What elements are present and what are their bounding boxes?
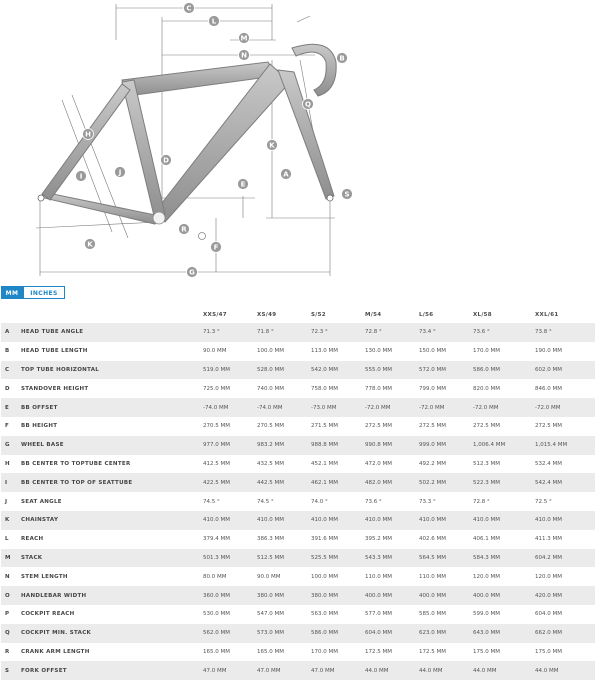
row-label: FORK OFFSET: [21, 661, 203, 680]
row-key: H: [1, 455, 21, 474]
header-size: XXL/61: [535, 312, 559, 318]
table-cell: 120.0 MM: [535, 567, 595, 586]
table-row: [1, 605, 595, 624]
svg-text:M: M: [240, 34, 248, 43]
table-cell: -72.0 MM: [365, 398, 419, 417]
svg-text:E: E: [240, 180, 246, 189]
svg-text:G: G: [189, 268, 195, 277]
table-cell: 72.8 °: [365, 323, 419, 342]
row-key: P: [1, 605, 21, 624]
table-cell: 74.0 °: [311, 492, 365, 511]
header-size: L/56: [419, 312, 434, 318]
row-label: CHAINSTAY: [21, 511, 203, 530]
table-cell: -74.0 MM: [257, 398, 311, 417]
table-row: [1, 643, 595, 662]
table-cell: 100.0 MM: [257, 342, 311, 361]
svg-text:K: K: [87, 240, 93, 249]
table-row: [1, 492, 595, 511]
table-cell: 501.3 MM: [203, 549, 257, 568]
crank-pedal-icon: [199, 233, 206, 240]
table-cell: 422.5 MM: [203, 473, 257, 492]
header-label: [21, 307, 203, 323]
table-cell: 44.0 MM: [535, 661, 595, 680]
table-cell: 983.2 MM: [257, 436, 311, 455]
table-cell: 71.3 °: [203, 323, 257, 342]
svg-text:F: F: [213, 243, 219, 252]
table-cell: 586.0 MM: [311, 624, 365, 643]
table-cell: 72.8 °: [473, 492, 535, 511]
table-cell: 272.5 MM: [365, 417, 419, 436]
header-size: XL/58: [473, 312, 492, 318]
header-size: S/52: [311, 312, 326, 318]
table-cell: 100.0 MM: [311, 567, 365, 586]
row-key: K: [1, 511, 21, 530]
table-cell: 172.5 MM: [365, 643, 419, 662]
row-label: TOP TUBE HORIZONTAL: [21, 361, 203, 380]
table-cell: 1,015.4 MM: [535, 436, 595, 455]
table-cell: -72.0 MM: [473, 398, 535, 417]
table-cell: 47.0 MM: [257, 661, 311, 680]
svg-text:H: H: [85, 130, 91, 139]
table-cell: 172.5 MM: [419, 643, 473, 662]
row-label: STEM LENGTH: [21, 567, 203, 586]
table-cell: 522.3 MM: [473, 473, 535, 492]
table-cell: 80.0 MM: [203, 567, 257, 586]
marker-m: [267, 140, 278, 151]
table-cell: 170.0 MM: [311, 643, 365, 662]
marker-q: [303, 99, 314, 110]
table-cell: -72.0 MM: [535, 398, 595, 417]
table-cell: 990.8 MM: [365, 436, 419, 455]
table-cell: 73.6 °: [365, 492, 419, 511]
row-label: SEAT ANGLE: [21, 492, 203, 511]
table-cell: 604.0 MM: [535, 605, 595, 624]
row-key: N: [1, 567, 21, 586]
table-cell: 165.0 MM: [257, 643, 311, 662]
table-cell: 564.5 MM: [419, 549, 473, 568]
svg-text:L: L: [211, 17, 217, 26]
table-cell: 846.0 MM: [535, 379, 595, 398]
marker-e: [238, 179, 249, 190]
table-cell: 528.0 MM: [257, 361, 311, 380]
table-cell: 44.0 MM: [473, 661, 535, 680]
row-label: COCKPIT MIN. STACK: [21, 624, 203, 643]
marker-f: [211, 242, 222, 253]
bottom-bracket-icon: [153, 212, 165, 224]
table-cell: 73.3 °: [419, 492, 473, 511]
table-cell: 406.1 MM: [473, 530, 535, 549]
marker-c: [184, 3, 195, 14]
table-row: [1, 549, 595, 568]
row-key: E: [1, 398, 21, 417]
table-cell: 577.0 MM: [365, 605, 419, 624]
row-label: STACK: [21, 549, 203, 568]
table-cell: 130.0 MM: [365, 342, 419, 361]
table-cell: 584.3 MM: [473, 549, 535, 568]
table-cell: 562.0 MM: [203, 624, 257, 643]
row-key: R: [1, 643, 21, 662]
table-cell: 586.0 MM: [473, 361, 535, 380]
table-cell: 47.0 MM: [203, 661, 257, 680]
table-row: [1, 398, 595, 417]
table-cell: 110.0 MM: [365, 567, 419, 586]
svg-text:I: I: [79, 172, 83, 181]
table-cell: 799.0 MM: [419, 379, 473, 398]
row-label: REACH: [21, 530, 203, 549]
table-cell: 272.5 MM: [535, 417, 595, 436]
table-cell: 758.0 MM: [311, 379, 365, 398]
marker-s: [342, 189, 353, 200]
table-cell: 44.0 MM: [365, 661, 419, 680]
table-cell: 73.8 °: [535, 323, 595, 342]
table-row: [1, 473, 595, 492]
table-cell: 602.0 MM: [535, 361, 595, 380]
table-cell: 71.8 °: [257, 323, 311, 342]
table-row: [1, 586, 595, 605]
table-cell: 272.5 MM: [473, 417, 535, 436]
table-cell: 73.4 °: [419, 323, 473, 342]
row-key: M: [1, 549, 21, 568]
row-label: BB CENTER TO TOP OF SEATTUBE: [21, 473, 203, 492]
table-row: [1, 417, 595, 436]
marker-b: [337, 53, 348, 64]
row-label: BB HEIGHT: [21, 417, 203, 436]
table-cell: 572.0 MM: [419, 361, 473, 380]
row-key: O: [1, 586, 21, 605]
svg-text:Q: Q: [305, 100, 311, 109]
frame-geometry-diagram: [0, 0, 600, 285]
row-label: COCKPIT REACH: [21, 605, 203, 624]
svg-text:S: S: [344, 190, 350, 199]
table-cell: 110.0 MM: [419, 567, 473, 586]
table-cell: 113.0 MM: [311, 342, 365, 361]
table-cell: 379.4 MM: [203, 530, 257, 549]
svg-text:N: N: [241, 51, 247, 60]
table-cell: 547.0 MM: [257, 605, 311, 624]
table-cell: 604.0 MM: [365, 624, 419, 643]
table-header-row: [1, 307, 595, 323]
table-cell: 360.0 MM: [203, 586, 257, 605]
table-cell: 412.5 MM: [203, 455, 257, 474]
table-cell: 420.0 MM: [535, 586, 595, 605]
row-label: HANDLEBAR WIDTH: [21, 586, 203, 605]
svg-text:R: R: [181, 225, 187, 234]
table-cell: 988.8 MM: [311, 436, 365, 455]
marker-h: [83, 129, 94, 140]
table-cell: -72.0 MM: [419, 398, 473, 417]
row-key: S: [1, 661, 21, 680]
table-row: [1, 379, 595, 398]
table-row: [1, 361, 595, 380]
table-cell: 165.0 MM: [203, 643, 257, 662]
table-cell: 410.0 MM: [311, 511, 365, 530]
row-label: WHEEL BASE: [21, 436, 203, 455]
table-cell: 410.0 MM: [365, 511, 419, 530]
table-cell: 563.0 MM: [311, 605, 365, 624]
row-key: C: [1, 361, 21, 380]
row-key: L: [1, 530, 21, 549]
row-label: CRANK ARM LENGTH: [21, 643, 203, 662]
table-cell: 391.6 MM: [311, 530, 365, 549]
row-label: STANDOVER HEIGHT: [21, 379, 203, 398]
row-key: F: [1, 417, 21, 436]
table-cell: 492.2 MM: [419, 455, 473, 474]
table-cell: 462.1 MM: [311, 473, 365, 492]
table-cell: 977.0 MM: [203, 436, 257, 455]
svg-text:J: J: [118, 168, 122, 177]
table-cell: 999.0 MM: [419, 436, 473, 455]
table-cell: 525.5 MM: [311, 549, 365, 568]
row-key: G: [1, 436, 21, 455]
table-cell: 410.0 MM: [535, 511, 595, 530]
table-cell: 400.0 MM: [419, 586, 473, 605]
svg-text:K: K: [269, 141, 275, 150]
table-cell: 662.0 MM: [535, 624, 595, 643]
table-cell: 386.3 MM: [257, 530, 311, 549]
table-cell: 395.2 MM: [365, 530, 419, 549]
table-cell: 599.0 MM: [473, 605, 535, 624]
geometry-table: [1, 307, 595, 680]
table-cell: 411.3 MM: [535, 530, 595, 549]
header-size: XXS/47: [203, 312, 227, 318]
row-key: Q: [1, 624, 21, 643]
table-cell: 380.0 MM: [257, 586, 311, 605]
table-cell: 442.5 MM: [257, 473, 311, 492]
table-row: [1, 661, 595, 680]
table-cell: 1,006.4 MM: [473, 436, 535, 455]
table-cell: 175.0 MM: [473, 643, 535, 662]
table-cell: 585.0 MM: [419, 605, 473, 624]
table-cell: 740.0 MM: [257, 379, 311, 398]
table-cell: 432.5 MM: [257, 455, 311, 474]
marker-j: [115, 167, 126, 178]
marker-k: [85, 239, 96, 250]
table-cell: 623.0 MM: [419, 624, 473, 643]
table-cell: 532.4 MM: [535, 455, 595, 474]
unit-toggle: [1, 286, 65, 299]
table-cell: 519.0 MM: [203, 361, 257, 380]
marker-a: [281, 169, 292, 180]
svg-text:C: C: [186, 4, 192, 13]
table-cell: 472.0 MM: [365, 455, 419, 474]
table-cell: 410.0 MM: [473, 511, 535, 530]
row-label: BB CENTER TO TOPTUBE CENTER: [21, 455, 203, 474]
table-cell: -74.0 MM: [203, 398, 257, 417]
table-cell: 90.0 MM: [257, 567, 311, 586]
marker-g: [187, 267, 198, 278]
table-row: [1, 624, 595, 643]
table-cell: 542.4 MM: [535, 473, 595, 492]
table-cell: 72.3 °: [311, 323, 365, 342]
mm-unit-button[interactable]: MM: [1, 286, 23, 299]
row-label: HEAD TUBE LENGTH: [21, 342, 203, 361]
header-key: [1, 307, 21, 323]
table-cell: 120.0 MM: [473, 567, 535, 586]
table-cell: 482.0 MM: [365, 473, 419, 492]
table-cell: 190.0 MM: [535, 342, 595, 361]
marker-r: [179, 224, 190, 235]
table-cell: 512.3 MM: [473, 455, 535, 474]
row-key: D: [1, 379, 21, 398]
table-cell: 502.2 MM: [419, 473, 473, 492]
table-cell: 512.5 MM: [257, 549, 311, 568]
table-cell: 820.0 MM: [473, 379, 535, 398]
table-cell: 543.3 MM: [365, 549, 419, 568]
header-size: M/54: [365, 312, 382, 318]
table-cell: 150.0 MM: [419, 342, 473, 361]
table-row: [1, 567, 595, 586]
table-cell: 452.1 MM: [311, 455, 365, 474]
table-cell: 74.5 °: [203, 492, 257, 511]
table-cell: 410.0 MM: [419, 511, 473, 530]
svg-text:A: A: [283, 170, 289, 179]
table-cell: 47.0 MM: [311, 661, 365, 680]
row-key: I: [1, 473, 21, 492]
row-key: J: [1, 492, 21, 511]
row-label: HEAD TUBE ANGLE: [21, 323, 203, 342]
table-cell: 778.0 MM: [365, 379, 419, 398]
table-cell: 402.6 MM: [419, 530, 473, 549]
table-cell: 72.5 °: [535, 492, 595, 511]
table-cell: 400.0 MM: [365, 586, 419, 605]
table-row: [1, 455, 595, 474]
table-row: [1, 323, 595, 342]
table-cell: 604.2 MM: [535, 549, 595, 568]
row-label: BB OFFSET: [21, 398, 203, 417]
table-cell: 542.0 MM: [311, 361, 365, 380]
row-key: B: [1, 342, 21, 361]
row-key: A: [1, 323, 21, 342]
table-cell: 90.0 MM: [203, 342, 257, 361]
table-cell: 530.0 MM: [203, 605, 257, 624]
table-cell: 725.0 MM: [203, 379, 257, 398]
table-cell: 73.6 °: [473, 323, 535, 342]
table-row: [1, 342, 595, 361]
table-cell: 175.0 MM: [535, 643, 595, 662]
table-cell: 400.0 MM: [473, 586, 535, 605]
table-cell: 643.0 MM: [473, 624, 535, 643]
table-cell: 270.5 MM: [203, 417, 257, 436]
table-cell: 74.5 °: [257, 492, 311, 511]
marker-n: [239, 33, 250, 44]
table-row: [1, 436, 595, 455]
marker-i: [76, 171, 87, 182]
table-cell: 410.0 MM: [203, 511, 257, 530]
header-size: XS/49: [257, 312, 277, 318]
svg-text:D: D: [163, 156, 169, 165]
table-cell: 573.0 MM: [257, 624, 311, 643]
inches-unit-button[interactable]: INCHES: [23, 286, 65, 299]
marker-l: [209, 16, 220, 27]
table-cell: 270.5 MM: [257, 417, 311, 436]
table-row: [1, 511, 595, 530]
table-cell: 271.5 MM: [311, 417, 365, 436]
svg-text:B: B: [339, 54, 345, 63]
table-cell: -73.0 MM: [311, 398, 365, 417]
table-row: [1, 530, 595, 549]
marker-p: [239, 50, 250, 61]
table-cell: 170.0 MM: [473, 342, 535, 361]
table-cell: 380.0 MM: [311, 586, 365, 605]
table-cell: 44.0 MM: [419, 661, 473, 680]
table-cell: 555.0 MM: [365, 361, 419, 380]
marker-d: [161, 155, 172, 166]
table-cell: 272.5 MM: [419, 417, 473, 436]
table-cell: 410.0 MM: [257, 511, 311, 530]
